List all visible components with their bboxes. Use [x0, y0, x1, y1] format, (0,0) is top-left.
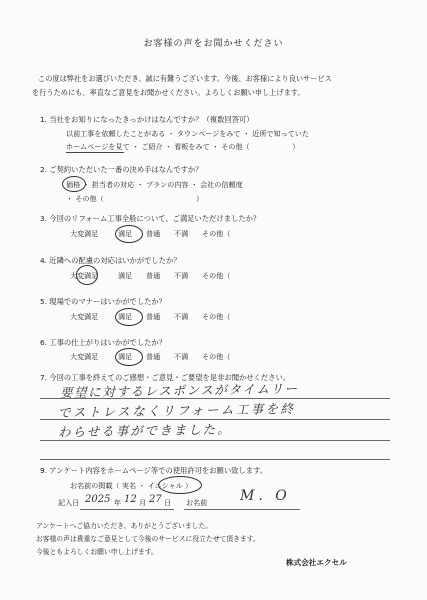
question-7: 7. 今回の工事を終えてのご感想・ご意見・ご要望を是非お聞かせください。 — [40, 373, 291, 382]
rating-dissatisfied: 不満 — [174, 312, 189, 321]
question-1-options-2: ホームページを見て ・ ご紹介 ・ 看板をみて ・ その他（ ） — [66, 142, 300, 151]
day-unit: 日 — [164, 498, 172, 507]
rating-dissatisfied: 不満 — [174, 352, 189, 361]
question-3: 3. 今回のリフォーム工事全般について、ご満足いただけましたか？ — [40, 214, 261, 223]
question-2-options-1: 価格 ・ 担当者の対応 ・ プランの内容 ・ 会社の信頼度 — [66, 180, 243, 189]
name-value: M. O — [240, 488, 291, 504]
footer-line-1: アンケートへご協力いただき、ありがとうございました。 — [36, 522, 213, 530]
date-month: 12 — [124, 494, 137, 505]
q3-answer-circle — [115, 225, 143, 243]
q1-handwritten-underline — [66, 152, 124, 153]
handwritten-answer-line-2: でストレスなくリフォーム工事を終 — [57, 400, 296, 421]
intro-line-1: この度は弊社をお選びいただき、誠に有難うございます。今後、お客様により良いサービス — [38, 74, 332, 83]
q4-answer-circle — [76, 265, 98, 285]
name-label: お名前 — [186, 498, 208, 507]
company-name: 株式会社エクセル — [286, 558, 347, 567]
footer-line-2: お客様の声は貴重なご意見として今後のサービスに役立たせて頂きます。 — [36, 535, 260, 543]
intro-line-2: を行うためにも、率直なご意見をお聞かせください。よろしくお願い申し上げます。 — [32, 88, 305, 97]
rating-other: その他（ — [202, 229, 231, 238]
rating-neutral: 普通 — [146, 352, 161, 361]
rating-very-satisfied: 大変満足 — [70, 229, 99, 238]
name-underline — [184, 509, 300, 510]
rating-neutral: 普通 — [146, 229, 161, 238]
date-underline — [80, 509, 174, 510]
rating-other: その他（ — [202, 312, 231, 321]
year-unit: 年 — [114, 498, 122, 507]
date-year: 2025 — [85, 494, 111, 505]
rating-satisfied: 満足 — [118, 271, 133, 280]
name-display-option: お名前の掲載（ 実名 ・ イニシャル ） — [70, 481, 193, 490]
rating-neutral: 普通 — [146, 271, 161, 280]
rating-dissatisfied: 不満 — [174, 271, 189, 280]
rating-very-satisfied: 大変満足 — [70, 271, 99, 280]
question-6: 6. 工事の仕上がりはいかがでしたか？ — [40, 338, 167, 347]
rating-satisfied: 満足 — [118, 229, 133, 238]
q6-answer-circle — [115, 348, 143, 366]
rating-neutral: 普通 — [146, 312, 161, 321]
question-2: 2. ご契約いただいた一番の決め手はなんですか？ — [40, 165, 203, 174]
rating-very-satisfied: 大変満足 — [70, 312, 99, 321]
rating-satisfied: 満足 — [118, 352, 133, 361]
question-1-options-1: 以前工事を依頼したことがある ・ タウンページをみて ・ 近所で知っていた — [66, 129, 309, 138]
question-4: 4. 近隣への配慮の対応はいかがでしたか？ — [40, 256, 181, 265]
q2-answer-circle — [62, 176, 86, 192]
handwritten-answer-line-1: 要望に対するレスポンスがタイムリー — [59, 380, 299, 401]
question-2-options-2: ・ その他（ ） — [66, 194, 204, 203]
question-5: 5. 現場でのマナーはいかがでしたか？ — [40, 297, 167, 306]
footer-line-3: 今後ともよろしくお願い申し上げます。 — [36, 548, 158, 556]
form-title: お客様の声をお聞かせください — [143, 39, 284, 49]
handwritten-answer-line-3: わらせる事ができました。 — [57, 421, 232, 440]
question-1: 1. 当社をお知りになったきっかけはなんですか？（複数回答可） — [40, 115, 254, 124]
rating-other: その他（ — [202, 352, 231, 361]
rating-satisfied: 満足 — [118, 312, 133, 321]
q5-answer-circle — [115, 308, 143, 326]
date-label: 記入日 — [58, 498, 80, 507]
q9-answer-circle — [158, 476, 202, 494]
question-9: 9. アンケート内容をホームページ等での使用許可をお願い致します。 — [40, 466, 268, 475]
rating-other: その他（ — [202, 271, 231, 280]
answer-line-3 — [40, 440, 390, 441]
date-day: 27 — [149, 494, 162, 505]
rating-dissatisfied: 不満 — [174, 229, 189, 238]
rating-very-satisfied: 大変満足 — [70, 352, 99, 361]
month-unit: 月 — [139, 498, 147, 507]
answer-line-4 — [40, 459, 390, 460]
